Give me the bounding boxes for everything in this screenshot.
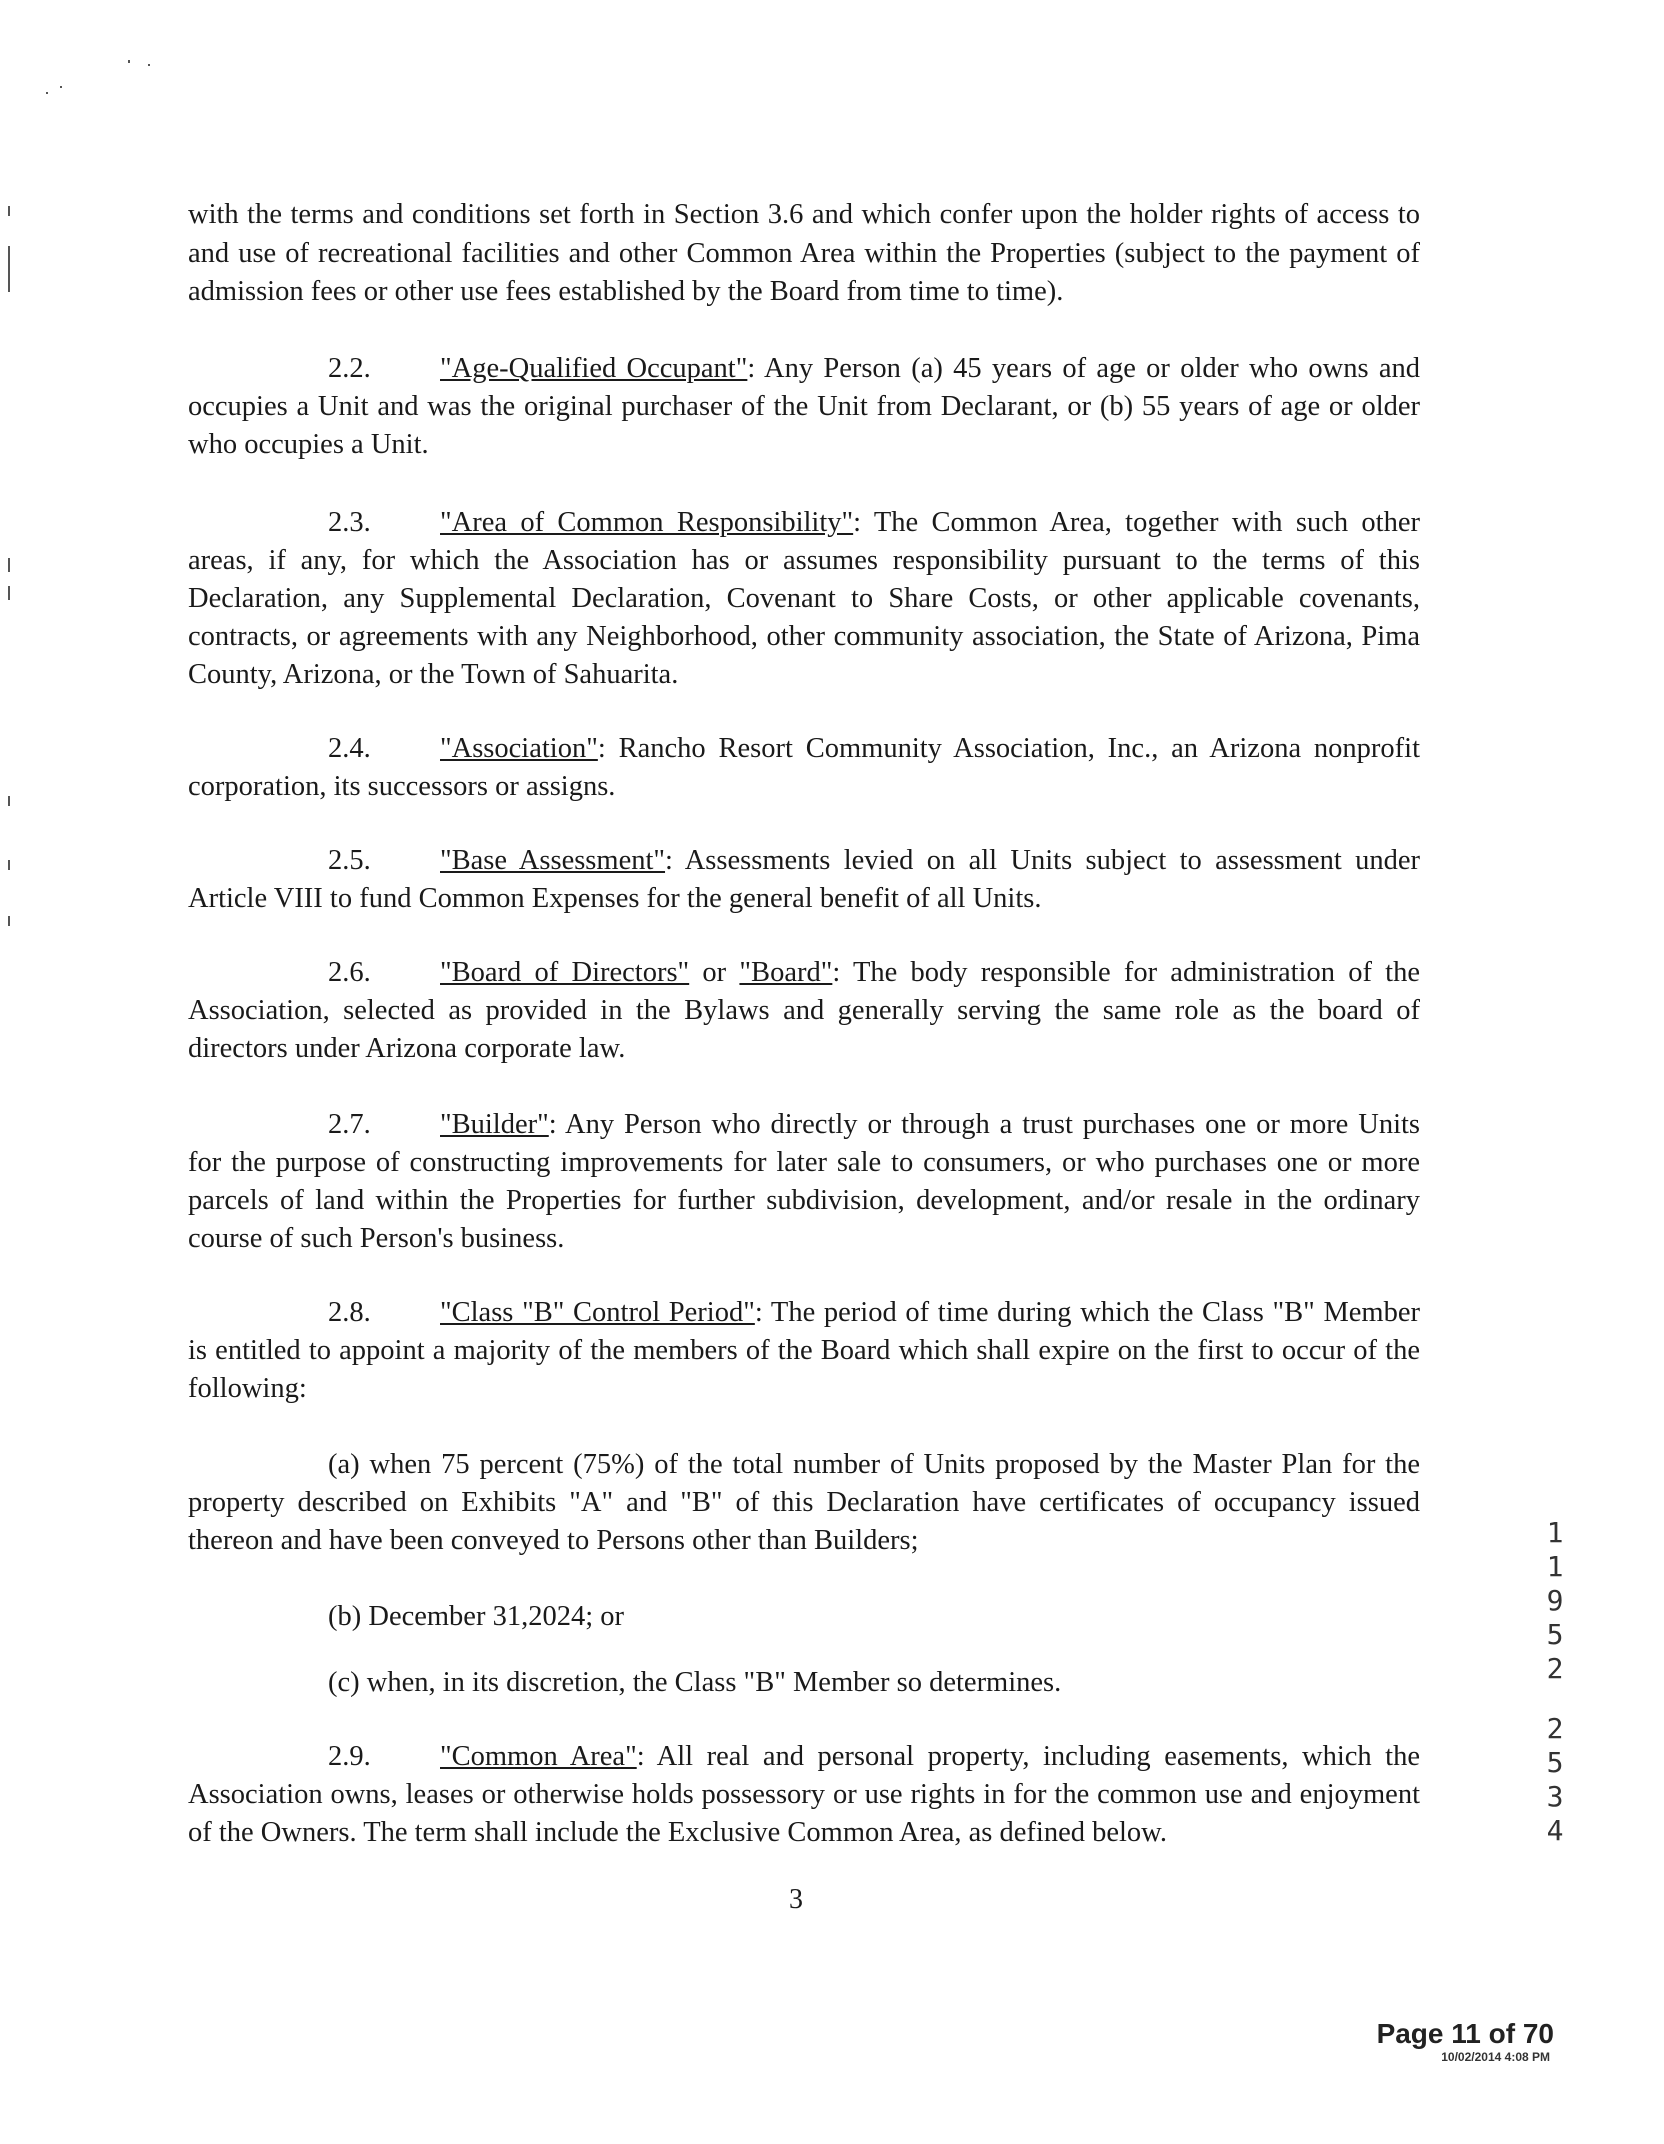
section-number: 2.3. — [328, 507, 371, 538]
definition-text: : The body responsible for administration of the Association, selected as provided in the Bylaws and generally serving the same role as the board of directors under Arizona corporate law. — [188, 957, 1420, 1064]
stamp-digit: 5 — [1546, 1746, 1564, 1779]
defined-term: "Area of Common Responsibility" — [440, 507, 854, 538]
section-number: 2.4. — [328, 733, 371, 764]
subitem-text: December 31,2024; or — [368, 1601, 624, 1632]
subitem-label: (a) — [328, 1449, 360, 1480]
recording-stamp-top — [1540, 1516, 1570, 1686]
definition-2-5 — [188, 842, 1420, 918]
definition-text: : The period of time during which the Class "B" Member is entitled to appoint a majority of the members of the Board which shall expire on the first to occur of the following: — [188, 1297, 1420, 1404]
scan-artifact — [8, 796, 10, 806]
subitem-text: when, in its discretion, the Class "B" Member so determines. — [366, 1667, 1062, 1698]
defined-term: "Association" — [440, 733, 598, 764]
defined-term: "Base Assessment" — [440, 845, 666, 876]
stamp-digit: 5 — [1546, 1618, 1564, 1651]
definition-2-9 — [188, 1738, 1420, 1852]
definition-2-8 — [188, 1294, 1420, 1408]
definition-2-2 — [188, 350, 1420, 464]
defined-term: "Age-Qualified Occupant" — [440, 353, 748, 384]
definition-2-7 — [188, 1106, 1420, 1258]
definition-2-4 — [188, 730, 1420, 806]
stamp-digit: 1 — [1546, 1516, 1564, 1549]
subitem-text: when 75 percent (75%) of the total number of Units proposed by the Master Plan for the property described on Exhibits "A" and "B" of this Declaration have certificates of occupancy issued thereon and have been conveyed to Persons other than Builders; — [188, 1449, 1420, 1556]
scan-artifact — [8, 558, 10, 572]
scan-artifact — [128, 60, 130, 63]
definition-2-6 — [188, 954, 1420, 1068]
scan-artifact — [8, 206, 10, 216]
definition-text: : Rancho Resort Community Association, Inc., an Arizona nonprofit corporation, its successors or assigns. — [188, 733, 1420, 802]
stamp-digit: 9 — [1546, 1584, 1564, 1617]
page-number: 3 — [789, 1884, 803, 1915]
definition-text: : Any Person (a) 45 years of age or older who owns and occupies a Unit and was the original purchaser of the Unit from Declarant, or (b) 55 years of age or older who occupies a Unit. — [188, 353, 1420, 460]
scan-artifact — [8, 246, 10, 292]
defined-term: "Class "B" Control Period" — [440, 1297, 755, 1328]
definition-text: : All real and personal property, including easements, which the Association owns, leases or otherwise holds possessory or use rights in for the common use and enjoyment of the Owners. The term shall include the Exclusive Common Area, as defined below. — [188, 1741, 1420, 1848]
section-number: 2.9. — [328, 1741, 371, 1772]
subitem-label: (c) — [328, 1667, 360, 1698]
scan-artifact — [8, 860, 10, 870]
subitem-b — [328, 1598, 624, 1636]
definition-text: : Any Person who directly or through a trust purchases one or more Units for the purpose of constructing improvements for later sale to consumers, or who purchases one or more parcels of land within the Properties for further subdivision, development, and/or resale in the ordinary course of such Person's business. — [188, 1109, 1420, 1254]
intro-paragraph: with the terms and conditions set forth in Section 3.6 and which confer upon the holder rights of access to and use of recreational facilities and other Common Area within the Properties (subject to the payment of admission fees or other use fees established by the Board from time to time). — [188, 199, 1420, 307]
subitem-c — [328, 1664, 1061, 1702]
section-number: 2.2. — [328, 353, 371, 384]
defined-term: "Board of Directors" — [440, 957, 690, 988]
definition-text: : The Common Area, together with such other areas, if any, for which the Association has or assumes responsibility pursuant to the terms of this Declaration, any Supplemental Declaration, Covenant to Share Costs, or other applicable covenants, contracts, or agreements with any Neighborhood, other community association, the State of Arizona, Pima County, Arizona, or the Town of Sahuarita. — [188, 507, 1420, 690]
definition-2-3 — [188, 504, 1420, 694]
stamp-digit: 4 — [1546, 1814, 1564, 1847]
scan-artifact — [60, 86, 62, 88]
defined-term: "Builder" — [440, 1109, 549, 1140]
defined-term-alt: "Board" — [739, 957, 833, 988]
definition-text: : Assessments levied on all Units subject to assessment under Article VIII to fund Common Expenses for the general benefit of all Units. — [188, 845, 1420, 914]
defined-term: "Common Area" — [440, 1741, 637, 1772]
footer-page-label: Page 11 of 70 — [1376, 2018, 1554, 2049]
footer-timestamp: 10/02/2014 4:08 PM — [1441, 2050, 1550, 2064]
scan-artifact — [46, 92, 48, 94]
stamp-digit: 3 — [1546, 1780, 1564, 1813]
scan-artifact — [8, 916, 10, 926]
stamp-digit: 1 — [1546, 1550, 1564, 1583]
stamp-digit: 2 — [1546, 1712, 1564, 1745]
section-number: 2.6. — [328, 957, 371, 988]
subitem-a — [188, 1446, 1420, 1560]
section-number: 2.8. — [328, 1297, 371, 1328]
recording-stamp-bottom — [1540, 1712, 1570, 1848]
stamp-digit: 2 — [1546, 1652, 1564, 1685]
subitem-label: (b) — [328, 1601, 362, 1632]
section-number: 2.7. — [328, 1109, 371, 1140]
connector-text: or — [689, 957, 740, 988]
scan-artifact — [8, 586, 10, 600]
scan-artifact — [148, 64, 150, 66]
section-number: 2.5. — [328, 845, 371, 876]
